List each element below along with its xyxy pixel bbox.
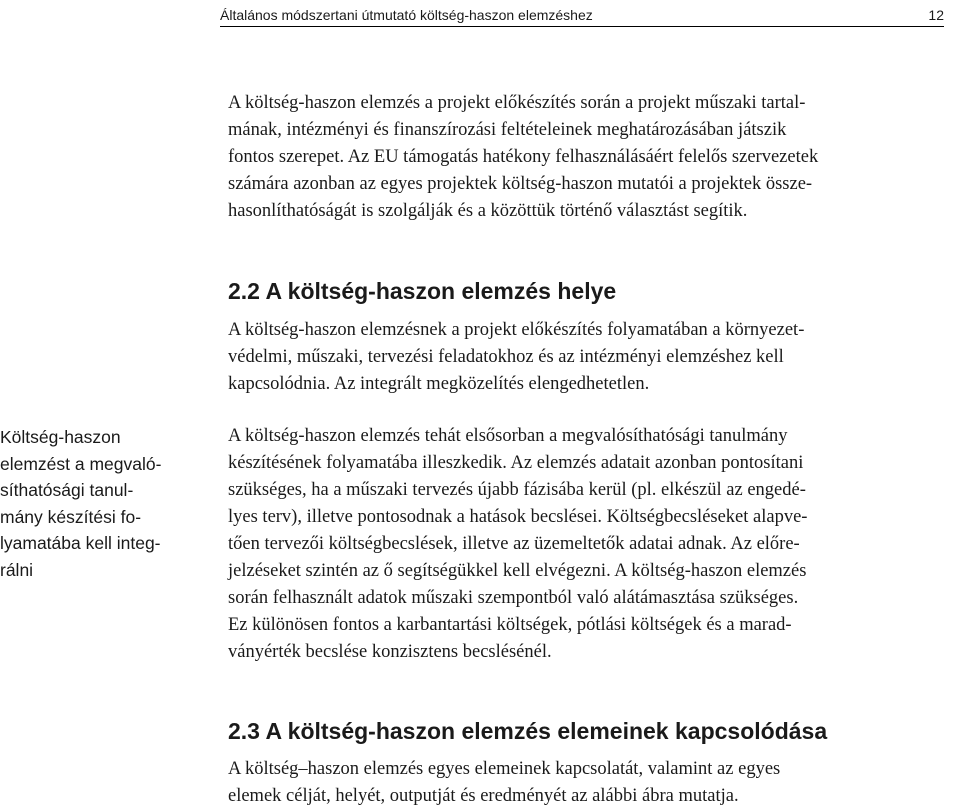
text-line: készítésének folyamatába illeszkedik. Az elemzés adatait azonban pontosítani bbox=[228, 453, 804, 473]
page-number: 12 bbox=[928, 7, 944, 23]
intro-paragraph bbox=[228, 90, 936, 225]
text-line: kapcsolódnia. Az integrált megközelítés elengedhetetlen. bbox=[228, 374, 650, 394]
margin-note-line: Költség-haszon bbox=[0, 427, 121, 447]
text-line: hasonlíthatóságát is szolgálják és a közöttük történő választást segítik. bbox=[228, 201, 748, 221]
text-line: jelzéseket szintén az ő segítségükkel kell elvégezni. A költség-haszon elemzés bbox=[228, 561, 807, 581]
text-line: A költség-haszon elemzés tehát elsősorban a megvalósíthatósági tanulmány bbox=[228, 426, 788, 446]
document-title: Általános módszertani útmutató költség-haszon elemzéshez bbox=[220, 7, 593, 23]
section-2-2-paragraph-2 bbox=[228, 423, 936, 666]
text-line: elemek célját, helyét, outputját és eredményét az alábbi ábra mutatja. bbox=[228, 786, 739, 806]
section-heading-2-3: 2.3 A költség-haszon elemzés elemeinek kapcsolódása bbox=[228, 718, 828, 744]
section-2-2-paragraph-1 bbox=[228, 317, 936, 398]
margin-note-line: rálni bbox=[0, 559, 34, 580]
text-line: A költség–haszon elemzés egyes elemeinek kapcsolatát, valamint az egyes bbox=[228, 759, 781, 779]
section-2-3-paragraph-1 bbox=[228, 756, 936, 810]
text-line: számára azonban az egyes projektek költség-haszon mutatói a projektek össze- bbox=[228, 174, 813, 194]
text-line: tően tervezői költségbecslések, illetve az üzemeltetők adatai adnak. Az előre- bbox=[228, 534, 800, 554]
margin-note-line: lyamatába kell integ- bbox=[0, 533, 161, 553]
text-line: Ez különösen fontos a karbantartási költségek, pótlási költségek és a marad- bbox=[228, 615, 792, 635]
text-line: során felhasznált adatok műszaki szempontból való alátámasztása szükséges. bbox=[228, 588, 799, 608]
text-line: mának, intézményi és finanszírozási feltételeinek meghatározásában játszik bbox=[228, 120, 787, 140]
text-line: A költség-haszon elemzésnek a projekt előkészítés folyamatában a környezet- bbox=[228, 320, 805, 340]
text-line: A költség-haszon elemzés a projekt előkészítés során a projekt műszaki tartal- bbox=[228, 93, 806, 113]
text-line: lyes terv), illetve pontosodnak a hatások becslései. Költségbecsléseket alapve- bbox=[228, 507, 808, 527]
margin-note-line: elemzést a megvaló- bbox=[0, 453, 162, 474]
margin-note-line: mány készítési fo- bbox=[0, 506, 142, 527]
margin-note bbox=[0, 424, 200, 583]
section-heading-2-2: 2.2 A költség-haszon elemzés helye bbox=[228, 278, 617, 304]
text-line: szükséges, ha a műszaki tervezés újabb fázisába kerül (pl. elkészül az engedé- bbox=[228, 480, 806, 500]
text-line: fontos szerepet. Az EU támogatás hatékony felhasználásáért felelős szervezetek bbox=[228, 147, 819, 167]
text-line: ványérték becslése konzisztens becslésénél. bbox=[228, 642, 552, 662]
margin-note-line: síthatósági tanul- bbox=[0, 480, 134, 500]
text-line: védelmi, műszaki, tervezési feladatokhoz és az intézményi elemzéshez kell bbox=[228, 347, 784, 367]
page-header bbox=[220, 6, 944, 27]
